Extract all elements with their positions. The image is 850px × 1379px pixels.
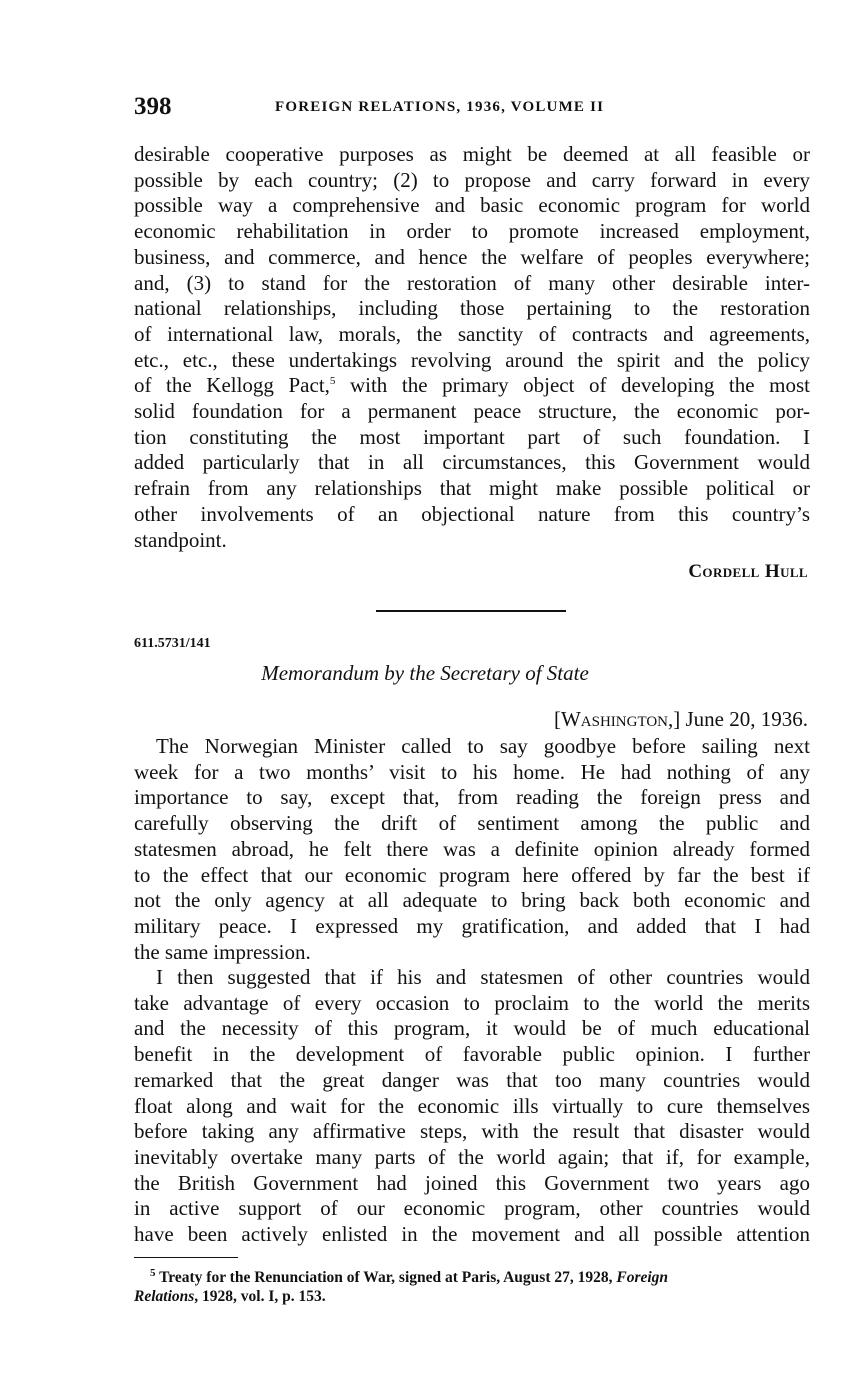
- text-line: before taking any affirmative steps, with the result that disaster would: [134, 1119, 810, 1144]
- text-line: importance to say, except that, from reading the foreign press and: [134, 785, 810, 810]
- memo-paragraph-1: [134, 734, 810, 965]
- text-line: etc., etc., these undertakings revolving around the spirit and the policy: [134, 347, 810, 372]
- text-line: desirable cooperative purposes as might be deemed at all feasible or: [134, 142, 810, 166]
- footnote-italic: Relations: [134, 1288, 195, 1305]
- running-title: FOREIGN RELATIONS, 1936, VOLUME II: [275, 99, 605, 115]
- text-line: possible by each country; (2) to propose and carry forward in every: [134, 167, 810, 192]
- text-line-kellogg: [134, 373, 810, 399]
- footnote-reference: 5: [329, 375, 336, 388]
- text-line: benefit in the development of favorable public opinion. I further: [134, 1042, 810, 1067]
- document-title: Memorandum by the Secretary of State: [261, 661, 589, 685]
- kellogg-text-after: with the primary object of developing the most: [335, 373, 810, 398]
- dateline-place: [Washington,]: [553, 707, 681, 731]
- section-divider: [376, 610, 566, 612]
- signature: Cordell Hull: [688, 561, 808, 582]
- text-line: other involvements of an objectional nature from this country’s: [134, 501, 810, 526]
- text-line: to the effect that our economic program here offered by far the best if: [134, 862, 810, 887]
- dateline-date: June 20, 1936.: [680, 707, 808, 731]
- running-header: [134, 93, 810, 125]
- text-line: I then suggested that if his and statesmen of other countries would: [156, 965, 810, 989]
- text-line: added particularly that in all circumstances, this Government would: [134, 450, 810, 475]
- footnote-text: , 1928, vol. I, p. 153.: [194, 1288, 326, 1305]
- text-line: the British Government had joined this Government two years ago: [134, 1170, 810, 1195]
- footnote-line: [134, 1287, 810, 1306]
- text-line: float along and wait for the economic ills virtually to cure themselves: [134, 1093, 810, 1118]
- text-line: in active support of our economic program, other countries would: [134, 1196, 810, 1221]
- footnote-line: [134, 1268, 810, 1287]
- text-line: inevitably overtake many parts of the world again; that if, for example,: [134, 1144, 810, 1169]
- footnote-marker: 5: [150, 1266, 156, 1279]
- footnote-text: Treaty for the Renunciation of War, signed at Paris, August 27, 1928,: [155, 1269, 617, 1286]
- text-line: carefully observing the drift of sentiment among the public and: [134, 811, 810, 836]
- text-line: The Norwegian Minister called to say goodbye before sailing next: [156, 734, 810, 758]
- text-line: not the only agency at all adequate to bring back both economic and: [134, 888, 810, 913]
- continuation-paragraph: [134, 142, 810, 553]
- text-line: tion constituting the most important part of such foundation. I: [134, 424, 810, 449]
- footnote: [134, 1268, 810, 1306]
- text-line: national relationships, including those pertaining to the restoration: [134, 296, 810, 321]
- text-line: week for a two months’ visit to his home. He had nothing of any: [134, 759, 810, 784]
- memo-paragraph-2: [134, 965, 810, 1248]
- text-line: remarked that the great danger was that too many countries would: [134, 1067, 810, 1092]
- text-line: refrain from any relationships that might make possible political or: [134, 476, 810, 501]
- kellogg-text-before: of the Kellogg Pact,: [134, 373, 330, 398]
- text-line: standpoint.: [134, 527, 227, 552]
- page-number: 398: [134, 93, 172, 120]
- footnote-italic: Foreign: [616, 1269, 669, 1286]
- text-line: and, (3) to stand for the restoration of many other desirable inter-: [134, 270, 810, 295]
- footnote-rule: [134, 1257, 238, 1258]
- text-line: solid foundation for a permanent peace structure, the economic por-: [134, 399, 810, 424]
- file-number: 611.5731/141: [134, 636, 211, 651]
- text-line: and the necessity of this program, it would be of much educational: [134, 1016, 810, 1041]
- text-line: business, and commerce, and hence the welfare of peoples everywhere;: [134, 244, 810, 269]
- text-line: economic rehabilitation in order to promote increased employment,: [134, 219, 810, 244]
- text-line: the same impression.: [134, 939, 311, 964]
- text-line: possible way a comprehensive and basic economic program for world: [134, 193, 810, 218]
- dateline: [554, 707, 808, 732]
- text-line: have been actively enlisted in the movement and all possible attention: [134, 1222, 810, 1247]
- text-line: military peace. I expressed my gratification, and added that I had: [134, 913, 810, 938]
- text-line: take advantage of every occasion to proclaim to the world the merits: [134, 990, 810, 1015]
- text-line: of international law, morals, the sanctity of contracts and agreements,: [134, 321, 810, 346]
- text-line: statesmen abroad, he felt there was a definite opinion already formed: [134, 836, 810, 861]
